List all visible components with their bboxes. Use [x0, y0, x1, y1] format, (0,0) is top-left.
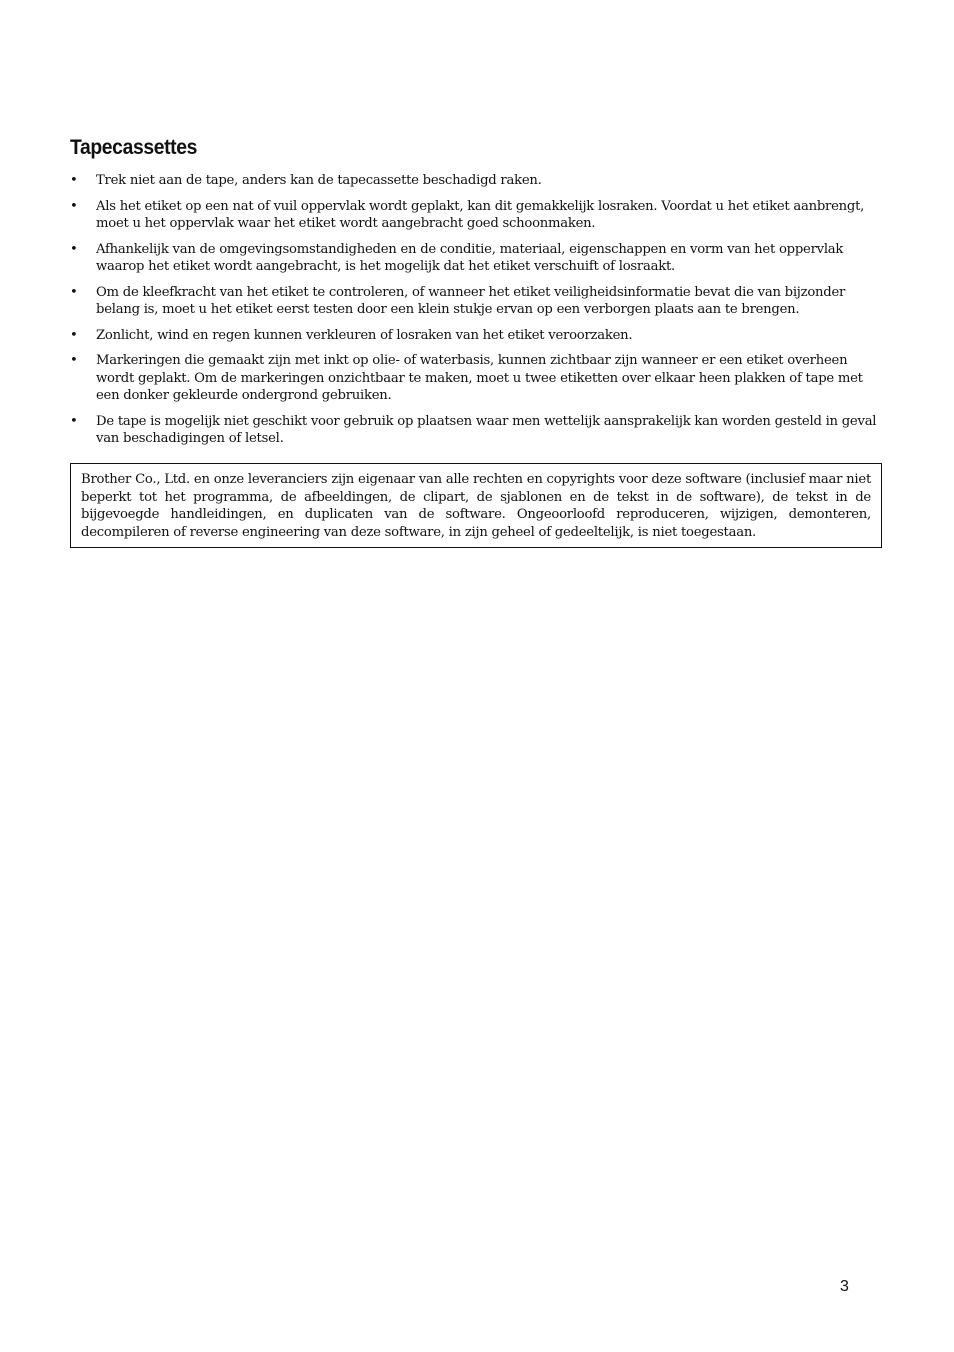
bullet-icon: •: [70, 198, 78, 214]
bullet-icon: •: [70, 327, 78, 343]
list-item-text: Afhankelijk van de omgevingsomstandigheden en de conditie, materiaal, eigenschappen en vorm van het oppervlak waarop het etiket wordt aangebracht, is het mogelijk dat het etiket verschuift of losraakt.: [96, 241, 844, 274]
bullet-icon: •: [70, 284, 78, 300]
list-item-text: De tape is mogelijk niet geschikt voor gebruik op plaatsen waar men wettelijk aansprakelijk kan worden gesteld in geval van beschadigingen of letsel.: [96, 413, 877, 446]
copyright-notice-box: Brother Co., Ltd. en onze leveranciers zijn eigenaar van alle rechten en copyrights voor deze software (inclusief maar niet beperkt tot het programma, de afbeeldingen, de clipart, de sjablonen en de tekst in de software), de tekst in de bijgevoegde handleidingen, en duplicaten van de software. Ongeoorloofd reproduceren, wijzigen, demonteren, decompileren of reverse engineering van deze software, in zijn geheel of gedeeltelijk, is niet toegestaan.: [70, 463, 882, 548]
bullet-icon: •: [70, 241, 78, 257]
bullet-icon: •: [70, 413, 78, 429]
list-item-text: Markeringen die gemaakt zijn met inkt op olie- of waterbasis, kunnen zichtbaar zijn wanneer er een etiket overheen wordt geplakt. Om de markeringen onzichtbaar te maken, moet u twee etiketten over elkaar heen plakken of tape met een donker gekleurde ondergrond gebruiken.: [96, 353, 863, 403]
page-number: 3: [840, 1278, 849, 1295]
bullet-icon: •: [70, 173, 78, 188]
list-item-text: Trek niet aan de tape, anders kan de tapecassette beschadigd raken.: [96, 173, 542, 188]
list-item: [70, 327, 882, 345]
list-item: [70, 198, 882, 233]
list-item-text: Als het etiket op een nat of vuil oppervlak wordt geplakt, kan dit gemakkelijk losraken. Voordat u het etiket aanbrengt, moet u het oppervlak waar het etiket wordt aangebracht goed schoonmaken.: [96, 198, 865, 231]
list-item: [70, 352, 882, 405]
section-title: Tapecassettes: [70, 136, 197, 159]
list-item: [70, 172, 882, 190]
list-item-text: Zonlicht, wind en regen kunnen verkleuren of losraken van het etiket veroorzaken.: [96, 327, 633, 343]
list-item: [70, 413, 882, 448]
list-item: [70, 241, 882, 276]
list-item: [70, 284, 882, 319]
list-item-text: Om de kleefkracht van het etiket te controleren, of wanneer het etiket veiligheidsinformatie bevat die van bijzonder belang is, moet u het etiket eerst testen door een klein stukje ervan op een verborgen plaats aan te brengen.: [96, 284, 846, 317]
bullet-icon: •: [70, 353, 78, 368]
caution-list: [70, 172, 882, 456]
